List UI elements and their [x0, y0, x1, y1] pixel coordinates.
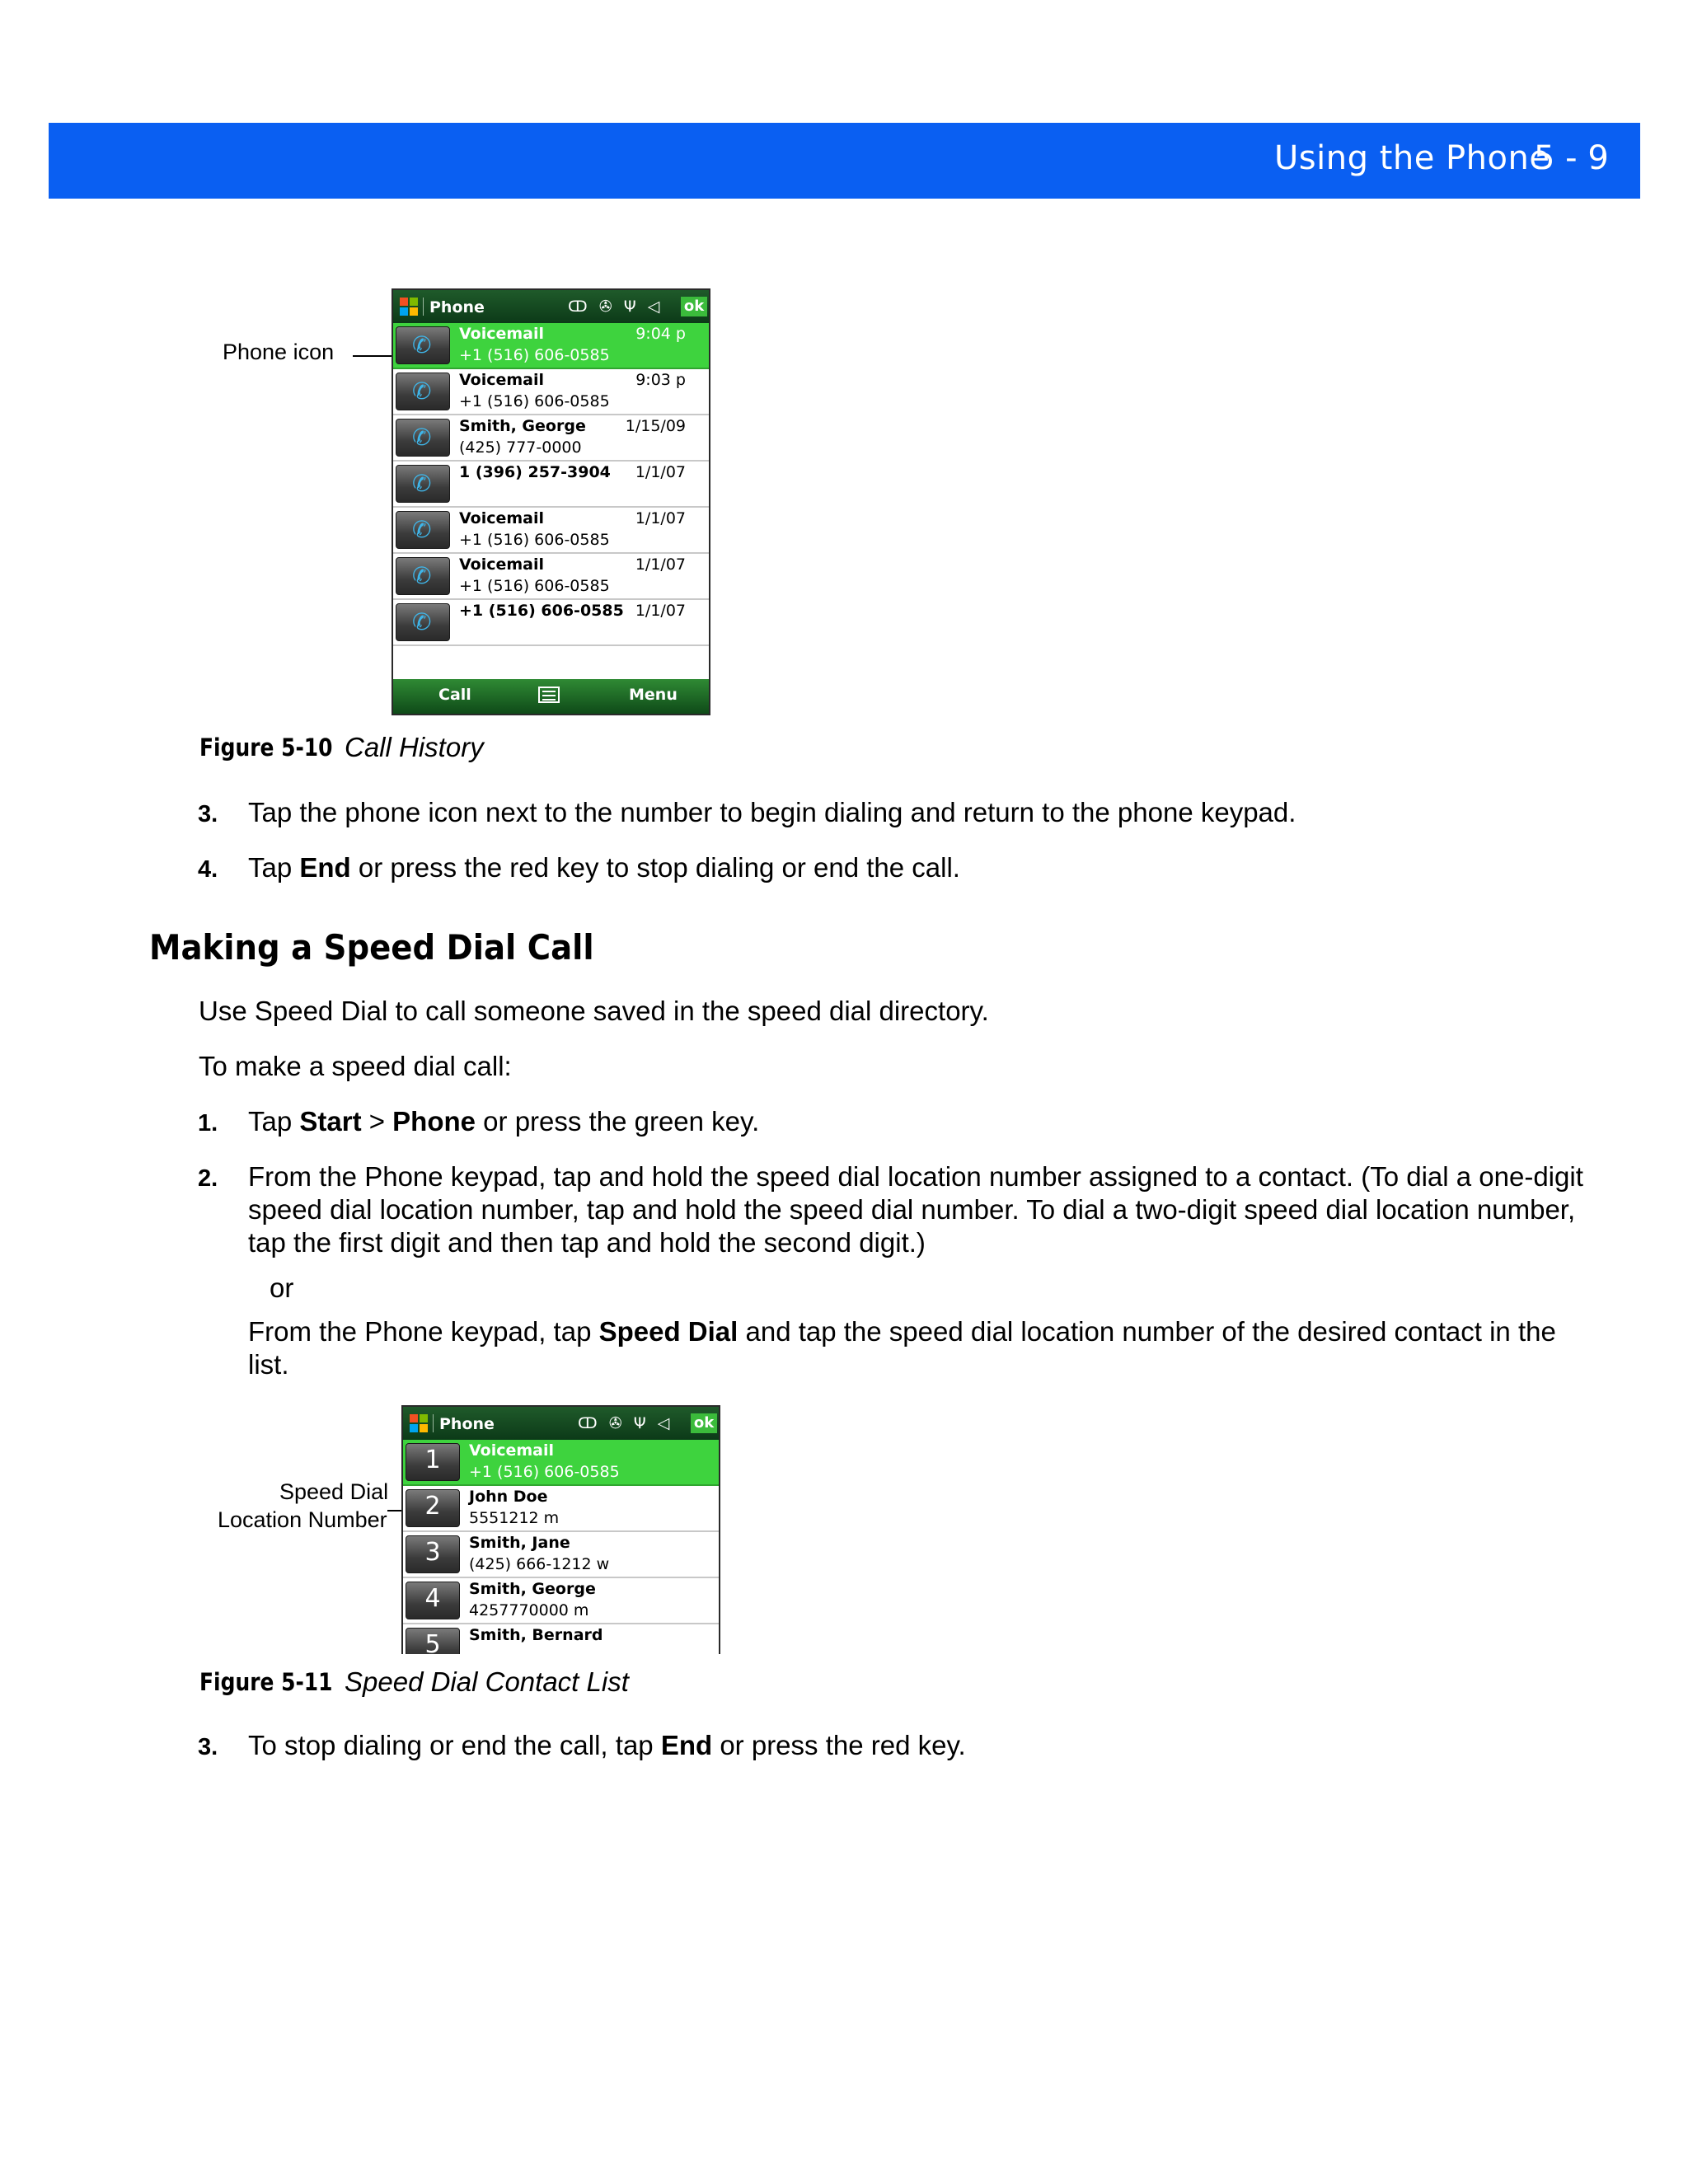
- contact-name: 1 (396) 257-3904: [459, 463, 611, 481]
- page-header-bar: [49, 123, 1640, 199]
- phone-icon-callout: Phone icon: [223, 340, 335, 364]
- page-number: 5 - 9: [1534, 139, 1609, 177]
- contact-name: +1 (516) 606-0585: [459, 602, 624, 620]
- step-number: 2.: [198, 1165, 218, 1192]
- menu-softkey[interactable]: Menu: [629, 686, 678, 704]
- step-text: Tap End or press the red key to stop dialing or end the call.: [248, 852, 960, 883]
- speed-dial-row[interactable]: [403, 1578, 719, 1624]
- contact-number: +1 (516) 606-0585: [459, 531, 610, 549]
- step-alt-text: From the Phone keypad, tap Speed Dial and tap the speed dial location number of the desired contact in the list.: [248, 1316, 1556, 1380]
- softkey-bar: [393, 679, 709, 714]
- step-number: 1.: [198, 1110, 218, 1137]
- speed-dial-location-key[interactable]: [406, 1628, 460, 1654]
- screen-title: Phone: [439, 1415, 495, 1433]
- title-separator: [423, 298, 424, 316]
- call-time: 1/1/07: [635, 555, 686, 574]
- phone-call-button[interactable]: [396, 326, 450, 364]
- step-number: 4.: [198, 856, 218, 883]
- or-text: or: [270, 1272, 294, 1303]
- ok-button[interactable]: ok: [681, 297, 707, 316]
- windows-start-icon[interactable]: [400, 298, 418, 316]
- location-number: 5: [424, 1630, 441, 1654]
- step-text: To stop dialing or end the call, tap End or press the red key.: [248, 1730, 966, 1760]
- step-text: From the Phone keypad, tap and hold the speed dial location number assigned to a contact. (To dial a one-digit speed dial location number, tap and hold the speed dial number. To dial a two-digit speed dial location number, tap the first digit and then tap and hold the second digit.): [248, 1161, 1583, 1258]
- location-number: 4: [424, 1584, 441, 1613]
- location-number: 1: [424, 1446, 441, 1474]
- phone-handset-icon: ✆: [412, 377, 432, 405]
- call-history-row[interactable]: [393, 415, 709, 462]
- call-time: 9:03 p: [635, 371, 686, 389]
- ok-button[interactable]: ok: [691, 1413, 717, 1433]
- call-time: 1/1/07: [635, 509, 686, 527]
- phone-handset-icon: ✆: [412, 562, 432, 589]
- connectivity-icon: ✇: [608, 1414, 626, 1432]
- call-time: 1/1/07: [635, 602, 686, 620]
- phone-handset-icon: ✆: [412, 608, 432, 635]
- speed-dial-row[interactable]: [403, 1624, 719, 1654]
- phone-call-button[interactable]: [396, 419, 450, 457]
- contact-name: Voicemail: [459, 555, 545, 574]
- contact-number: +1 (516) 606-0585: [459, 346, 610, 364]
- contact-name: Voicemail: [469, 1441, 555, 1460]
- call-history-row[interactable]: [393, 508, 709, 554]
- call-time: 1/1/07: [635, 463, 686, 481]
- contact-number: +1 (516) 606-0585: [459, 577, 610, 595]
- call-history-screen: [392, 288, 710, 715]
- speed-dial-location-key[interactable]: [406, 1443, 460, 1481]
- contact-number: (425) 777-0000: [459, 438, 582, 457]
- location-number: 3: [424, 1538, 441, 1567]
- speed-dial-location-key[interactable]: [406, 1489, 460, 1527]
- contact-name: Voicemail: [459, 371, 545, 389]
- contact-name: John Doe: [469, 1488, 548, 1506]
- lead-paragraph: To make a speed dial call:: [199, 1051, 512, 1081]
- speed-dial-callout-line1: Speed Dial: [279, 1479, 389, 1504]
- figure-label: Figure 5-10: [199, 733, 333, 762]
- keyboard-icon[interactable]: [538, 687, 560, 703]
- contact-name: Smith, Bernard: [469, 1626, 603, 1644]
- contact-number: (425) 666-1212 w: [469, 1555, 610, 1573]
- windows-start-icon[interactable]: [410, 1414, 428, 1432]
- status-icons: [578, 1414, 673, 1432]
- contact-number: 4257770000 m: [469, 1601, 589, 1619]
- speed-dial-callout-line2: Location Number: [218, 1507, 387, 1532]
- phone-handset-icon: ✆: [412, 516, 432, 543]
- contact-name: Smith, George: [459, 417, 586, 435]
- contact-name: Smith, George: [469, 1580, 596, 1598]
- connectivity-icon: ✇: [598, 298, 616, 316]
- call-history-row[interactable]: [393, 554, 709, 600]
- phone-handset-icon: ✆: [412, 331, 432, 359]
- volume-icon: ◁: [647, 298, 663, 316]
- step-number: 3.: [198, 801, 218, 827]
- phone-handset-icon: ✆: [412, 470, 432, 497]
- figure-title: Call History: [345, 732, 484, 762]
- signal-icon: Ψ: [623, 298, 640, 316]
- speed-dial-location-key[interactable]: [406, 1582, 460, 1619]
- contact-name: Smith, Jane: [469, 1534, 570, 1552]
- phone-call-button[interactable]: [396, 373, 450, 410]
- call-time: 1/15/09: [625, 417, 686, 435]
- speed-dial-screen: [401, 1405, 720, 1654]
- status-icons: [568, 298, 663, 316]
- voicemail-icon: ↀ: [578, 1414, 601, 1432]
- speed-dial-location-key[interactable]: [406, 1535, 460, 1573]
- voicemail-icon: ↀ: [568, 298, 591, 316]
- contact-number: +1 (516) 606-0585: [469, 1463, 620, 1481]
- signal-icon: Ψ: [633, 1414, 649, 1432]
- call-time: 9:04 p: [635, 325, 686, 343]
- phone-call-button[interactable]: [396, 511, 450, 549]
- phone-handset-icon: ✆: [412, 424, 432, 451]
- speed-dial-row[interactable]: [403, 1486, 719, 1532]
- header-title: Using the Phone: [1274, 139, 1550, 177]
- title-separator: [433, 1414, 434, 1432]
- call-history-row[interactable]: [393, 462, 709, 508]
- speed-dial-row[interactable]: [403, 1440, 719, 1486]
- phone-title-bar: [403, 1407, 719, 1440]
- phone-call-button[interactable]: [396, 557, 450, 595]
- step-number: 3.: [198, 1734, 218, 1760]
- step-text: Tap Start > Phone or press the green key.: [248, 1106, 760, 1137]
- contact-number: +1 (516) 606-0585: [459, 392, 610, 410]
- contact-number: 5551212 m: [469, 1509, 560, 1527]
- figure-label: Figure 5-11: [199, 1668, 333, 1696]
- phone-call-button[interactable]: [396, 603, 450, 641]
- phone-call-button[interactable]: [396, 465, 450, 503]
- location-number: 2: [424, 1492, 441, 1521]
- call-softkey[interactable]: Call: [438, 686, 471, 704]
- contact-name: Voicemail: [459, 325, 545, 343]
- figure-title: Speed Dial Contact List: [345, 1666, 629, 1697]
- call-history-row[interactable]: [393, 323, 709, 369]
- contact-name: Voicemail: [459, 509, 545, 527]
- intro-paragraph: Use Speed Dial to call someone saved in the speed dial directory.: [199, 996, 989, 1026]
- call-history-row[interactable]: [393, 369, 709, 415]
- call-history-row[interactable]: [393, 600, 709, 646]
- volume-icon: ◁: [657, 1414, 673, 1432]
- step-text: Tap the phone icon next to the number to begin dialing and return to the phone keypad.: [248, 797, 1296, 827]
- screen-title: Phone: [429, 298, 485, 316]
- speed-dial-row[interactable]: [403, 1532, 719, 1578]
- section-heading: Making a Speed Dial Call: [149, 927, 594, 968]
- phone-title-bar: [393, 290, 709, 323]
